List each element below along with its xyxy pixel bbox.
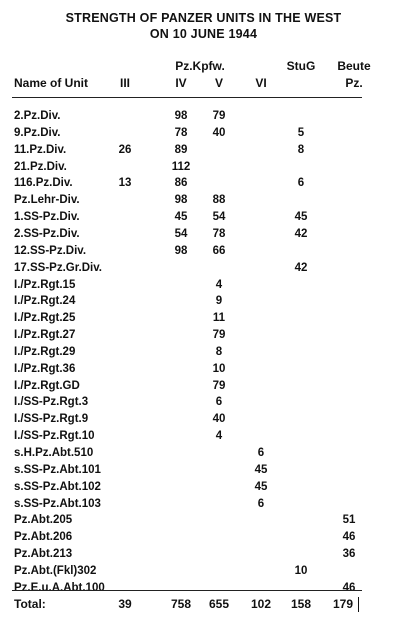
cell-stug: 42 bbox=[294, 227, 308, 240]
table-row bbox=[0, 108, 407, 125]
cell-stug: 5 bbox=[297, 126, 305, 139]
cell-stug: 42 bbox=[294, 261, 308, 274]
header-beute-top: Beute bbox=[337, 59, 371, 73]
title-line-2: ON 10 JUNE 1944 bbox=[149, 27, 258, 41]
cell-v: 4 bbox=[215, 278, 223, 291]
unit-name: I./Pz.Rgt.GD bbox=[14, 379, 80, 392]
cell-iv: 54 bbox=[174, 227, 188, 240]
cell-iv: 112 bbox=[171, 160, 191, 173]
header-vi: VI bbox=[255, 76, 267, 90]
header-rule bbox=[12, 97, 362, 98]
unit-name: I./Pz.Rgt.24 bbox=[14, 295, 76, 308]
total-vi: 102 bbox=[250, 597, 272, 611]
unit-name: I./Pz.Rgt.25 bbox=[14, 312, 76, 325]
cell-vi: 45 bbox=[254, 463, 268, 476]
table-row bbox=[0, 563, 407, 580]
table-row bbox=[0, 310, 407, 327]
unit-name: s.SS-Pz.Abt.102 bbox=[14, 480, 101, 493]
table-row bbox=[0, 394, 407, 411]
table-row bbox=[0, 142, 407, 159]
table-row bbox=[0, 496, 407, 513]
text-cursor bbox=[358, 597, 359, 612]
header-pzkpfw-group: Pz.Kpfw. bbox=[175, 59, 225, 73]
table-row bbox=[0, 529, 407, 546]
header-stug: StuG bbox=[286, 59, 316, 73]
unit-name: Pz.Abt.(Fkl)302 bbox=[14, 564, 97, 577]
cell-v: 79 bbox=[212, 379, 226, 392]
cell-v: 54 bbox=[212, 211, 226, 224]
table-row bbox=[0, 159, 407, 176]
total-label: Total: bbox=[14, 597, 46, 611]
title-line-1: STRENGTH OF PANZER UNITS IN THE WEST bbox=[65, 11, 342, 25]
table-row bbox=[0, 428, 407, 445]
cell-v: 6 bbox=[215, 396, 223, 409]
cell-beute: 36 bbox=[342, 548, 356, 561]
table-title bbox=[0, 10, 407, 42]
cell-beute: 51 bbox=[342, 514, 356, 527]
unit-name: 11.Pz.Div. bbox=[14, 143, 67, 156]
cell-beute: 46 bbox=[342, 531, 356, 544]
unit-name: 2.SS-Pz.Div. bbox=[14, 227, 80, 240]
cell-beute: 46 bbox=[342, 581, 356, 594]
unit-name: 21.Pz.Div. bbox=[14, 160, 67, 173]
cell-iv: 45 bbox=[174, 211, 188, 224]
table-row bbox=[0, 226, 407, 243]
table-row bbox=[0, 344, 407, 361]
cell-stug: 45 bbox=[294, 211, 308, 224]
cell-v: 8 bbox=[215, 345, 223, 358]
cell-v: 9 bbox=[215, 295, 223, 308]
table-row bbox=[0, 378, 407, 395]
cell-stug: 6 bbox=[297, 177, 305, 190]
cell-vi: 6 bbox=[257, 447, 265, 459]
total-iii: 39 bbox=[118, 597, 132, 611]
cell-v: 79 bbox=[212, 329, 226, 342]
cell-iv: 86 bbox=[174, 177, 188, 190]
cell-iv: 78 bbox=[174, 126, 188, 139]
cell-v: 40 bbox=[212, 413, 226, 426]
cell-v: 10 bbox=[212, 362, 226, 375]
cell-v: 66 bbox=[212, 244, 226, 257]
unit-name: 12.SS-Pz.Div. bbox=[14, 244, 87, 257]
cell-iii: 26 bbox=[118, 143, 132, 156]
unit-name: I./SS-Pz.Rgt.10 bbox=[14, 430, 95, 443]
unit-name: I./Pz.Rgt.29 bbox=[14, 345, 76, 358]
cell-iii: 13 bbox=[118, 177, 132, 190]
cell-vi: 6 bbox=[257, 497, 265, 510]
unit-name: I./SS-Pz.Rgt.3 bbox=[14, 396, 89, 409]
unit-name: s.SS-Pz.Abt.101 bbox=[14, 463, 101, 476]
unit-name: I./Pz.Rgt.27 bbox=[14, 329, 76, 342]
unit-name: 17.SS-Pz.Gr.Div. bbox=[14, 261, 102, 274]
header-name-of-unit: Name of Unit bbox=[14, 76, 89, 90]
table-row bbox=[0, 445, 407, 462]
total-beute: 179 bbox=[332, 597, 354, 611]
unit-name: I./Pz.Rgt.36 bbox=[14, 362, 76, 375]
total-iv: 758 bbox=[170, 597, 192, 611]
table-row bbox=[0, 361, 407, 378]
unit-name: Pz.Lehr-Div. bbox=[14, 194, 80, 207]
table-row bbox=[0, 175, 407, 192]
header-v: V bbox=[214, 76, 224, 90]
table-row bbox=[0, 243, 407, 260]
unit-name: 116.Pz.Div. bbox=[14, 177, 73, 190]
table-row bbox=[0, 546, 407, 563]
unit-name: 9.Pz.Div. bbox=[14, 126, 61, 139]
table-row bbox=[0, 512, 407, 529]
cell-iv: 98 bbox=[174, 244, 188, 257]
cell-v: 4 bbox=[215, 430, 223, 443]
table-row bbox=[0, 462, 407, 479]
cell-vi: 45 bbox=[254, 480, 268, 493]
unit-name: 1.SS-Pz.Div. bbox=[14, 211, 80, 224]
total-rule bbox=[12, 590, 362, 591]
cell-iv: 98 bbox=[174, 110, 188, 122]
unit-name: 2.Pz.Div. bbox=[14, 110, 61, 122]
header-iii: III bbox=[119, 76, 131, 90]
cell-iv: 98 bbox=[174, 194, 188, 207]
header-beute-bottom: Pz. bbox=[345, 76, 363, 90]
table-row bbox=[0, 479, 407, 496]
table-row bbox=[0, 327, 407, 344]
total-v: 655 bbox=[208, 597, 230, 611]
cell-v: 79 bbox=[212, 110, 226, 122]
total-row bbox=[0, 596, 407, 613]
cell-v: 88 bbox=[212, 194, 226, 207]
cell-stug: 10 bbox=[294, 564, 308, 577]
header-iv: IV bbox=[175, 76, 187, 90]
table-row bbox=[0, 277, 407, 294]
unit-name: I./SS-Pz.Rgt.9 bbox=[14, 413, 89, 426]
unit-name: Pz.Abt.205 bbox=[14, 514, 73, 527]
total-stug: 158 bbox=[290, 597, 312, 611]
table-row bbox=[0, 260, 407, 277]
table-row bbox=[0, 293, 407, 310]
unit-name: Pz.E.u.A.Abt.100 bbox=[14, 581, 105, 594]
cell-v: 40 bbox=[212, 126, 226, 139]
unit-name: Pz.Abt.206 bbox=[14, 531, 73, 544]
cell-v: 78 bbox=[212, 227, 226, 240]
unit-name: I./Pz.Rgt.15 bbox=[14, 278, 76, 291]
unit-name: s.H.Pz.Abt.510 bbox=[14, 447, 94, 459]
unit-name: Pz.Abt.213 bbox=[14, 548, 73, 561]
table-row bbox=[0, 209, 407, 226]
cell-iv: 89 bbox=[174, 143, 188, 156]
cell-stug: 8 bbox=[297, 143, 305, 156]
table-row bbox=[0, 411, 407, 428]
table-row bbox=[0, 580, 407, 597]
table-row bbox=[0, 192, 407, 209]
table-row bbox=[0, 125, 407, 142]
cell-v: 11 bbox=[212, 312, 226, 325]
unit-name: s.SS-Pz.Abt.103 bbox=[14, 497, 101, 510]
